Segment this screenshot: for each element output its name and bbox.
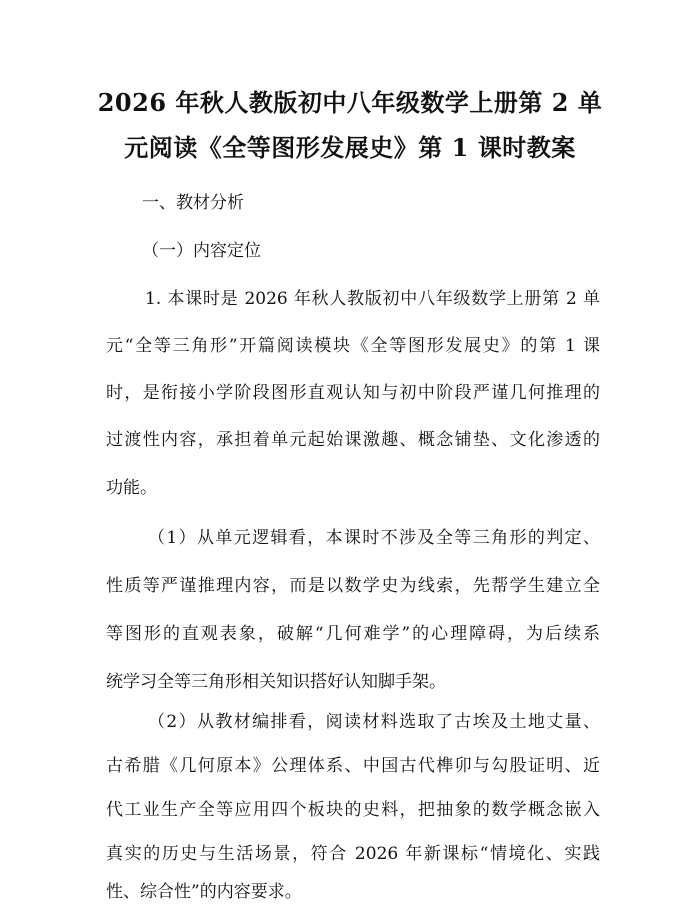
paragraph-1-line-4 [106, 432, 600, 449]
document-title-line-2: 元阅读《全等图形发展史》第 1 课时教案 [124, 133, 576, 162]
paragraph-3-line-5: 性、综合性”的内容要求。 [106, 882, 302, 902]
paragraph-2-line-2-text: 性质等严谨推理内容，而是以数学史为线索，先帮学生建立全 [106, 576, 600, 596]
paragraph-2-line-3-text: 等图形的直观表象，破解“几何难学”的心理障碍，为后续系 [106, 624, 600, 644]
paragraph-1-line-3-text: 时，是衔接小学阶段图形直观认知与初中阶段严谨几何推理的 [106, 383, 600, 403]
paragraph-2-line-3 [106, 626, 600, 643]
paragraph-1-line-4-text: 过渡性内容，承担着单元起始课激趣、概念铺垫、文化渗透的 [106, 430, 600, 450]
paragraph-3-line-1 [148, 714, 600, 731]
paragraph-3-line-2-text: 古希腊《几何原本》公理体系、中国古代榫卯与勾股证明、近 [106, 756, 600, 776]
paragraph-1-line-3 [106, 385, 600, 402]
paragraph-1-line-1-text: 1. 本课时是 2026 年秋人教版初中八年级数学上册第 2 单 [145, 289, 600, 309]
paragraph-1-line-2-text: 元“全等三角形”开篇阅读模块《全等图形发展史》的第 1 课 [106, 336, 600, 356]
document-title-line-1: 2026 年秋人教版初中八年级数学上册第 2 单 [97, 88, 603, 117]
paragraph-3-line-2 [106, 758, 600, 775]
paragraph-2-line-2 [106, 578, 600, 595]
paragraph-2-line-4: 统学习全等三角形相关知识搭好认知脚手架。 [106, 672, 446, 692]
paragraph-3-line-4 [106, 846, 600, 863]
paragraph-3-line-4-text: 真实的历史与生活场景，符合 2026 年新课标“情境化、实践 [106, 844, 600, 864]
paragraph-1-line-5: 功能。 [106, 478, 157, 498]
paragraph-2-line-1-text: （1）从单元逻辑看，本课时不涉及全等三角形的判定、 [148, 528, 600, 548]
paragraph-3-line-3-text: 代工业生产全等应用四个板块的史料，把抽象的数学概念嵌入 [106, 800, 600, 820]
paragraph-3-line-3 [106, 802, 600, 819]
paragraph-3-line-1-text: （2）从教材编排看，阅读材料选取了古埃及土地丈量、 [148, 712, 600, 732]
paragraph-1-line-1 [145, 291, 600, 308]
paragraph-1-line-2 [106, 338, 600, 355]
subsection-heading-content-positioning: （一）内容定位 [142, 241, 261, 261]
paragraph-2-line-1 [148, 530, 600, 547]
section-heading-textbook-analysis: 一、教材分析 [142, 193, 244, 213]
